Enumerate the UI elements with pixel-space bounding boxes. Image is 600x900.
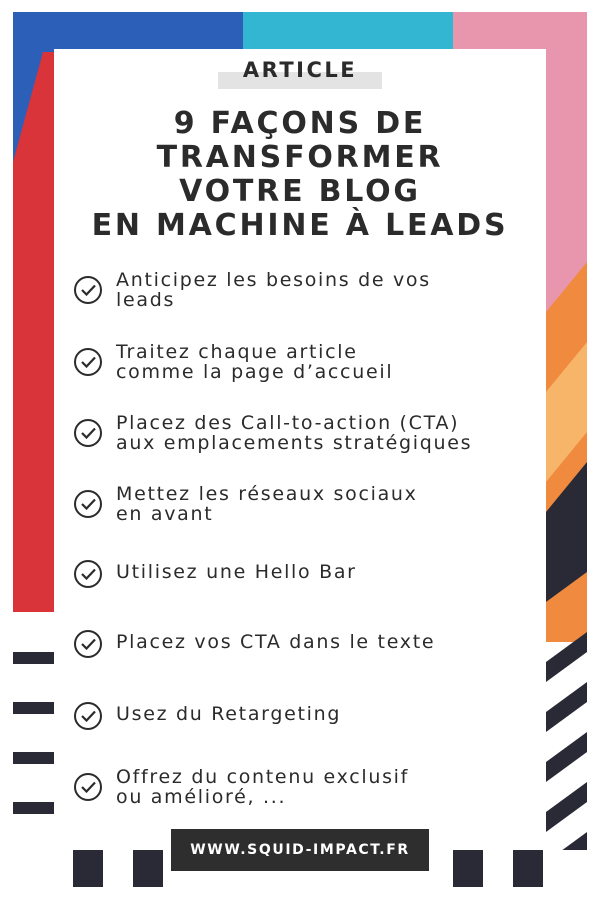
check-circle-icon — [74, 276, 102, 304]
check-circle-icon — [74, 419, 102, 447]
check-circle-icon — [74, 560, 102, 588]
check-circle-icon — [74, 630, 102, 658]
headline-line: 9 FAÇONS DE — [173, 106, 427, 141]
check-circle-icon — [74, 702, 102, 730]
tip-text: Placez vos CTA dans le texte — [116, 631, 436, 653]
headline-line: VOTRE BLOG — [179, 174, 421, 209]
tip-text: Utilisez une Hello Bar — [116, 561, 357, 583]
tip-text: Anticipez les besoins de vos leads — [116, 269, 431, 311]
website-url-badge: WWW.SQUID-IMPACT.FR — [171, 829, 429, 871]
headline-line: EN MACHINE À LEADS — [91, 208, 509, 243]
check-circle-icon — [74, 773, 102, 801]
check-circle-icon — [74, 348, 102, 376]
tip-text: Offrez du contenu exclusif ou amélioré, ... — [116, 766, 410, 808]
article-tag: ARTICLE — [242, 58, 358, 82]
tip-text: Traitez chaque article comme la page d’accueil — [116, 341, 394, 383]
tip-text: Usez du Retargeting — [116, 703, 342, 725]
article-card — [54, 49, 546, 850]
tip-text: Mettez les réseaux sociaux en avant — [116, 483, 418, 525]
check-circle-icon — [74, 490, 102, 518]
headline-line: TRANSFORMER — [156, 140, 444, 175]
tip-text: Placez des Call-to-action (CTA) aux emplacements stratégiques — [116, 412, 473, 454]
tips-list — [54, 49, 546, 850]
